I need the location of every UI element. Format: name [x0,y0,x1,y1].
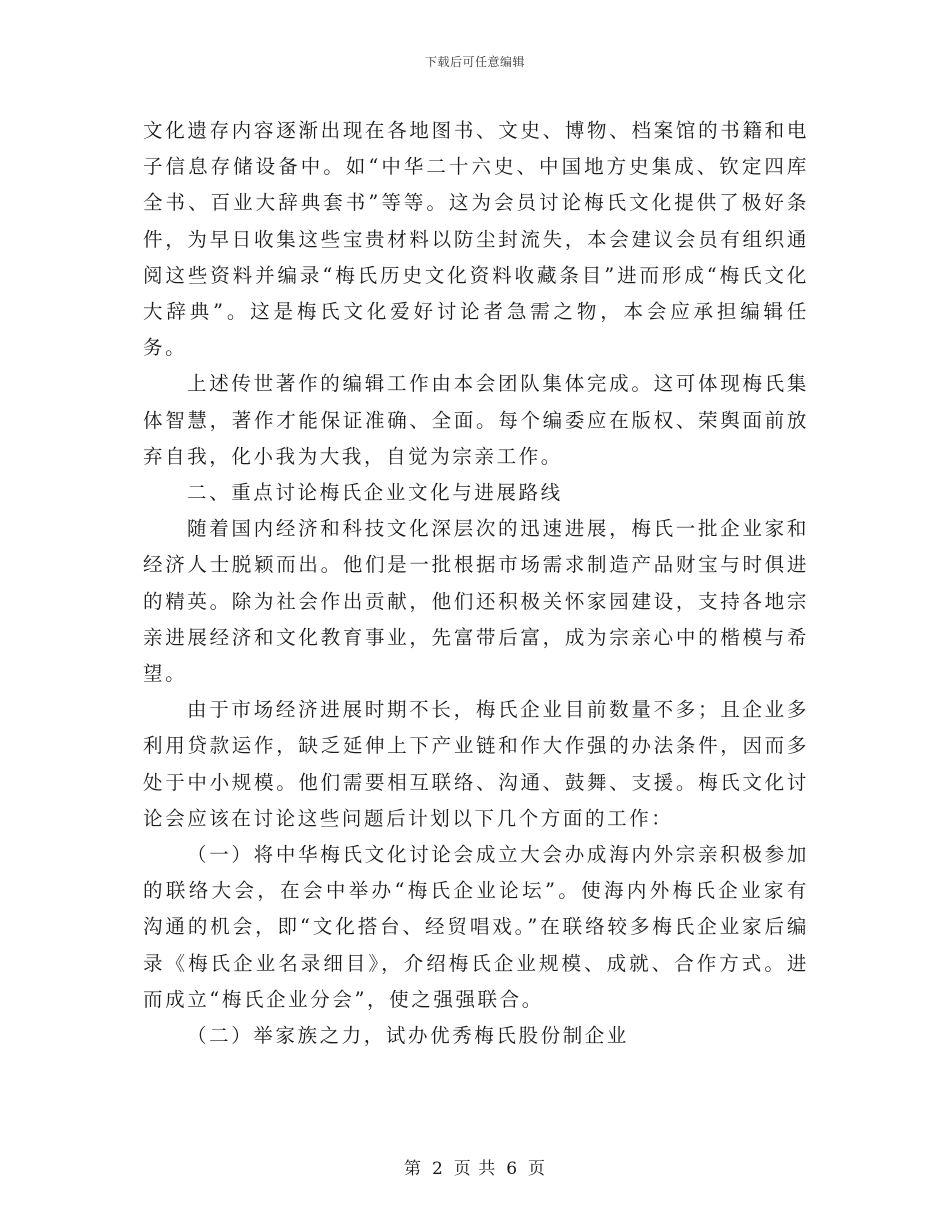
footer-middle: 页 共 [453,1159,497,1179]
paragraph-2: 上述传世著作的编辑工作由本会团队集体完成。这可体现梅氏集体智慧，著作才能保证准确、全面。每个编委应在版权、荣舆面前放弃自我，化小我为大我，自觉为宗亲工作。 [143,372,809,468]
paragraph-5: （一）将中华梅氏文化讨论会成立大会办成海内外宗亲积极参加的联络大会，在会中举办“梅氏企业论坛”。使海内外梅氏企业家有沟通的机会，即“文化搭台、经贸唱戏。”在联络较多梅氏企业家后编录《梅氏企业名录细目》，介绍梅氏企业规模、成就、合作方式。进而成立“梅氏企业分会”，使之强强联合。 [143,843,809,1011]
footer-page-number: 2 [431,1159,444,1179]
paragraph-1: 文化遗存内容逐渐出现在各地图书、文史、博物、档案馆的书籍和电子信息存储设备中。如“中华二十六史、中国地方史集成、钦定四库全书、百业大辞典套书”等等。这为会员讨论梅氏文化提供了极好条件，为早日收集这些宝贵材料以防尘封流失，本会建议会员有组织通阅这些资料并编录“梅氏历史文化资料收藏条目”进而形成“梅氏文化大辞典”。这是梅氏文化爱好讨论者急需之物，本会应承担编辑任务。 [143,119,809,360]
paragraph-6: （二）举家族之力，试办优秀梅氏股份制企业 [187,1024,630,1048]
page-header: 下载后可任意编辑 [424,55,525,69]
page-footer [0,1154,950,1179]
paragraph-3: 随着国内经济和科技文化深层次的迅速进展，梅氏一批企业家和经济人士脱颖而出。他们是一批根据市场需求制造产品财宝与时俱进的精英。除为社会作出贡献，他们还积极关怀家园建设，支持各地宗亲进展经济和文化教育事业，先富带后富，成为宗亲心中的楷模与希望。 [143,517,809,686]
footer-prefix: 第 [403,1159,422,1179]
footer-suffix: 页 [528,1159,547,1179]
document-body [143,113,809,1054]
footer-total-pages: 6 [506,1159,519,1179]
section-heading: 二、重点讨论梅氏企业文化与进展路线 [187,481,563,505]
paragraph-4: 由于市场经济进展时期不长，梅氏企业目前数量不多；且企业多利用贷款运作，缺乏延伸上下产业链和作大作强的办法条件，因而多处于中小规模。他们需要相互联络、沟通、鼓舞、支援。梅氏文化讨论会应该在讨论这些问题后计划以下几个方面的工作： [143,698,809,830]
